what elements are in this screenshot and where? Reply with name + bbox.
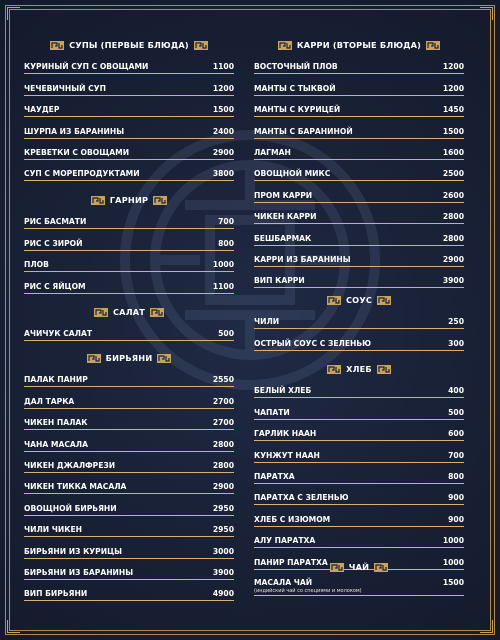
menu-item bbox=[24, 430, 234, 451]
menu-item bbox=[24, 272, 234, 293]
item-price: 800 bbox=[448, 471, 464, 481]
item-price: 2400 bbox=[212, 126, 234, 136]
section-header bbox=[254, 37, 464, 53]
item-price: 2900 bbox=[212, 147, 234, 157]
menu-section bbox=[254, 37, 464, 288]
menu-section bbox=[254, 361, 464, 570]
menu-item bbox=[24, 494, 234, 515]
menu-item bbox=[24, 409, 234, 430]
item-price: 1100 bbox=[212, 281, 234, 291]
menu-item bbox=[254, 139, 464, 160]
item-price: 3000 bbox=[212, 546, 234, 556]
item-name: ЧИКЕН ТИККА МАСАЛА bbox=[24, 482, 127, 492]
item-price: 2900 bbox=[212, 482, 234, 492]
item-price: 2800 bbox=[212, 439, 234, 449]
item-name: РИС С ЯЙЦОМ bbox=[24, 281, 86, 291]
item-name: ВОСТОЧНЫЙ ПЛОВ bbox=[254, 62, 338, 72]
section-title: СУПЫ (ПЕРВЫЕ БЛЮДА) bbox=[69, 40, 189, 50]
section-header bbox=[24, 350, 234, 366]
section-title: САЛАТ bbox=[112, 307, 146, 317]
greek-key-ornament-icon bbox=[278, 41, 292, 50]
menu-item bbox=[254, 420, 464, 441]
item-name: ЧЕЧЕВИЧНЫЙ СУП bbox=[24, 83, 106, 93]
menu-item bbox=[254, 53, 464, 74]
item-price: 1600 bbox=[442, 147, 464, 157]
item-price: 1100 bbox=[212, 62, 234, 72]
greek-key-ornament-icon bbox=[157, 354, 171, 363]
menu-item bbox=[254, 160, 464, 181]
menu-section bbox=[24, 37, 234, 181]
item-name: АЧИЧУК САЛАТ bbox=[24, 329, 93, 339]
section-title: ГАРНИР bbox=[109, 195, 149, 205]
item-price: 2500 bbox=[442, 169, 464, 179]
item-description: (индийский чай со специями и молоком) bbox=[254, 587, 362, 594]
item-name: ВИП БИРЬЯНИ bbox=[24, 589, 88, 599]
item-name: ЛАГМАН bbox=[254, 147, 291, 157]
item-name: РИС С ЗИРОЙ bbox=[24, 238, 83, 248]
greek-key-ornament-icon bbox=[330, 563, 344, 572]
item-price: 2800 bbox=[212, 460, 234, 470]
menu-item bbox=[254, 329, 464, 350]
menu-item bbox=[24, 139, 234, 160]
item-price: 2800 bbox=[442, 212, 464, 222]
menu-item bbox=[254, 267, 464, 288]
menu-section bbox=[254, 292, 464, 351]
section-title: КАРРИ (ВТОРЫЕ БЛЮДА) bbox=[296, 40, 422, 50]
menu-item bbox=[24, 53, 234, 74]
menu-item bbox=[24, 160, 234, 181]
menu-item bbox=[254, 246, 464, 267]
menu-item bbox=[254, 441, 464, 462]
section-header bbox=[254, 361, 464, 377]
section-title: ЧАЙ bbox=[348, 562, 370, 572]
item-name: ПАНИР ПАРАТХА bbox=[254, 557, 328, 567]
menu-item bbox=[254, 74, 464, 95]
menu-item bbox=[24, 366, 234, 387]
menu-item bbox=[254, 181, 464, 202]
item-price: 1200 bbox=[442, 83, 464, 93]
menu-item bbox=[254, 224, 464, 245]
menu-item bbox=[254, 203, 464, 224]
item-price: 3800 bbox=[212, 169, 234, 179]
item-price: 1000 bbox=[442, 536, 464, 546]
greek-key-ornament-icon bbox=[91, 196, 105, 205]
item-price: 3900 bbox=[442, 276, 464, 286]
menu-item bbox=[24, 251, 234, 272]
item-name: ОВОЩНОЙ МИКС bbox=[254, 169, 331, 179]
menu-item bbox=[24, 516, 234, 537]
item-price: 300 bbox=[448, 338, 464, 348]
item-name: ГАРЛИК НААН bbox=[254, 429, 317, 439]
menu-item bbox=[24, 537, 234, 558]
item-name: ПЛОВ bbox=[24, 260, 49, 270]
item-name: МАНТЫ С БАРАНИНОЙ bbox=[254, 126, 353, 136]
item-price: 2550 bbox=[212, 375, 234, 385]
menu-item bbox=[254, 96, 464, 117]
item-price: 3900 bbox=[212, 567, 234, 577]
item-name: РИС БАСМАТИ bbox=[24, 217, 87, 227]
menu-section bbox=[24, 350, 234, 601]
menu-section bbox=[24, 304, 234, 341]
item-price: 600 bbox=[448, 429, 464, 439]
item-name: КУНЖУТ НААН bbox=[254, 450, 320, 460]
item-price: 1500 bbox=[442, 578, 464, 588]
item-price: 800 bbox=[218, 238, 234, 248]
item-price: 1000 bbox=[212, 260, 234, 270]
menu-item bbox=[254, 505, 464, 526]
section-title: ХЛЕБ bbox=[346, 364, 372, 374]
greek-key-ornament-icon bbox=[150, 308, 164, 317]
section-header bbox=[24, 304, 234, 320]
item-name: КАРРИ ИЗ БАРАНИНЫ bbox=[254, 254, 351, 264]
item-name: ЧАПАТИ bbox=[254, 407, 290, 417]
section-title: БИРЬЯНИ bbox=[105, 353, 153, 363]
item-name: ПАРАТХА С ЗЕЛЕНЬЮ bbox=[254, 493, 349, 503]
greek-key-ornament-icon bbox=[377, 365, 391, 374]
item-price: 1500 bbox=[442, 126, 464, 136]
item-name: МАНТЫ С КУРИЦЕЙ bbox=[254, 105, 341, 115]
item-name: ХЛЕБ С ИЗЮМОМ bbox=[254, 514, 331, 524]
menu-item bbox=[254, 377, 464, 398]
item-price: 700 bbox=[218, 217, 234, 227]
section-title: СОУС bbox=[345, 295, 373, 305]
menu-item bbox=[24, 208, 234, 229]
item-name: БИРЬЯНИ ИЗ КУРИЦЫ bbox=[24, 546, 122, 556]
section-header bbox=[24, 192, 234, 208]
item-price: 1200 bbox=[442, 62, 464, 72]
section-header bbox=[24, 37, 234, 53]
item-name: ШУРПА ИЗ БАРАНИНЫ bbox=[24, 126, 125, 136]
item-name: ЧАУДЕР bbox=[24, 105, 60, 115]
greek-key-ornament-icon bbox=[153, 196, 167, 205]
item-price: 2600 bbox=[442, 190, 464, 200]
menu-section bbox=[254, 559, 464, 596]
item-price: 1450 bbox=[442, 105, 464, 115]
item-price: 2950 bbox=[212, 525, 234, 535]
item-name: ЧИКЕН ПАЛАК bbox=[24, 418, 88, 428]
item-name: БЕЛЫЙ ХЛЕБ bbox=[254, 386, 312, 396]
item-name: ПРОМ КАРРИ bbox=[254, 190, 313, 200]
greek-key-ornament-icon bbox=[327, 296, 341, 305]
menu-item bbox=[254, 308, 464, 329]
greek-key-ornament-icon bbox=[50, 41, 64, 50]
item-name: ЧИКЕН КАРРИ bbox=[254, 212, 317, 222]
item-price: 700 bbox=[448, 450, 464, 460]
item-name: ДАЛ ТАРКА bbox=[24, 396, 75, 406]
item-name: ЧИЛИ ЧИКЕН bbox=[24, 525, 83, 535]
item-price: 2800 bbox=[442, 233, 464, 243]
item-name: МАСАЛА ЧАЙ bbox=[254, 578, 313, 588]
item-name: ОВОЩНОЙ БИРЬЯНИ bbox=[24, 503, 117, 513]
item-name: ЧИЛИ bbox=[254, 317, 280, 327]
menu-item bbox=[254, 398, 464, 419]
menu-item bbox=[24, 580, 234, 601]
item-name: ЧАНА МАСАЛА bbox=[24, 439, 88, 449]
item-price: 2700 bbox=[212, 396, 234, 406]
menu-item bbox=[254, 463, 464, 484]
item-price: 900 bbox=[448, 514, 464, 524]
menu-item bbox=[24, 229, 234, 250]
item-price: 900 bbox=[448, 493, 464, 503]
menu-item bbox=[24, 320, 234, 341]
section-header bbox=[254, 559, 464, 575]
greek-key-ornament-icon bbox=[94, 308, 108, 317]
item-price: 500 bbox=[448, 407, 464, 417]
item-name: МАНТЫ С ТЫКВОЙ bbox=[254, 83, 336, 93]
item-price: 1200 bbox=[212, 83, 234, 93]
item-price: 1000 bbox=[442, 557, 464, 567]
menu-item bbox=[24, 452, 234, 473]
section-header bbox=[254, 292, 464, 308]
item-name: ПАРАТХА bbox=[254, 471, 295, 481]
menu-item bbox=[254, 527, 464, 548]
item-name: ОСТРЫЙ СОУС С ЗЕЛЕНЬЮ bbox=[254, 338, 372, 348]
item-name: КУРИНЫЙ СУП С ОВОЩАМИ bbox=[24, 62, 149, 72]
menu-item bbox=[254, 117, 464, 138]
menu-item bbox=[24, 559, 234, 580]
item-price: 4900 bbox=[212, 589, 234, 599]
item-name: СУП С МОРЕПРОДУКТАМИ bbox=[24, 169, 140, 179]
greek-key-ornament-icon bbox=[377, 296, 391, 305]
item-name: ВИП КАРРИ bbox=[254, 276, 305, 286]
item-name: КРЕВЕТКИ С ОВОЩАМИ bbox=[24, 147, 130, 157]
item-price: 1500 bbox=[212, 105, 234, 115]
item-name: ЧИКЕН ДЖАЛФРЕЗИ bbox=[24, 460, 116, 470]
menu-item bbox=[24, 117, 234, 138]
greek-key-ornament-icon bbox=[87, 354, 101, 363]
item-price: 500 bbox=[218, 329, 234, 339]
menu-item bbox=[24, 387, 234, 408]
item-name: БИРЬЯНИ ИЗ БАРАНИНЫ bbox=[24, 567, 134, 577]
menu-section bbox=[24, 192, 234, 294]
item-name: БЕШБАРМАК bbox=[254, 233, 312, 243]
greek-key-ornament-icon bbox=[194, 41, 208, 50]
item-name: ПАЛАК ПАНИР bbox=[24, 375, 88, 385]
menu-item bbox=[24, 96, 234, 117]
greek-key-ornament-icon bbox=[374, 563, 388, 572]
menu-item bbox=[254, 575, 464, 596]
item-price: 400 bbox=[448, 386, 464, 396]
item-price: 2950 bbox=[212, 503, 234, 513]
menu-item bbox=[254, 484, 464, 505]
item-name: АЛУ ПАРАТХА bbox=[254, 536, 316, 546]
greek-key-ornament-icon bbox=[426, 41, 440, 50]
menu-item bbox=[24, 473, 234, 494]
menu-item bbox=[24, 74, 234, 95]
item-price: 250 bbox=[448, 317, 464, 327]
item-price: 2900 bbox=[442, 254, 464, 264]
greek-key-ornament-icon bbox=[327, 365, 341, 374]
item-price: 2700 bbox=[212, 418, 234, 428]
